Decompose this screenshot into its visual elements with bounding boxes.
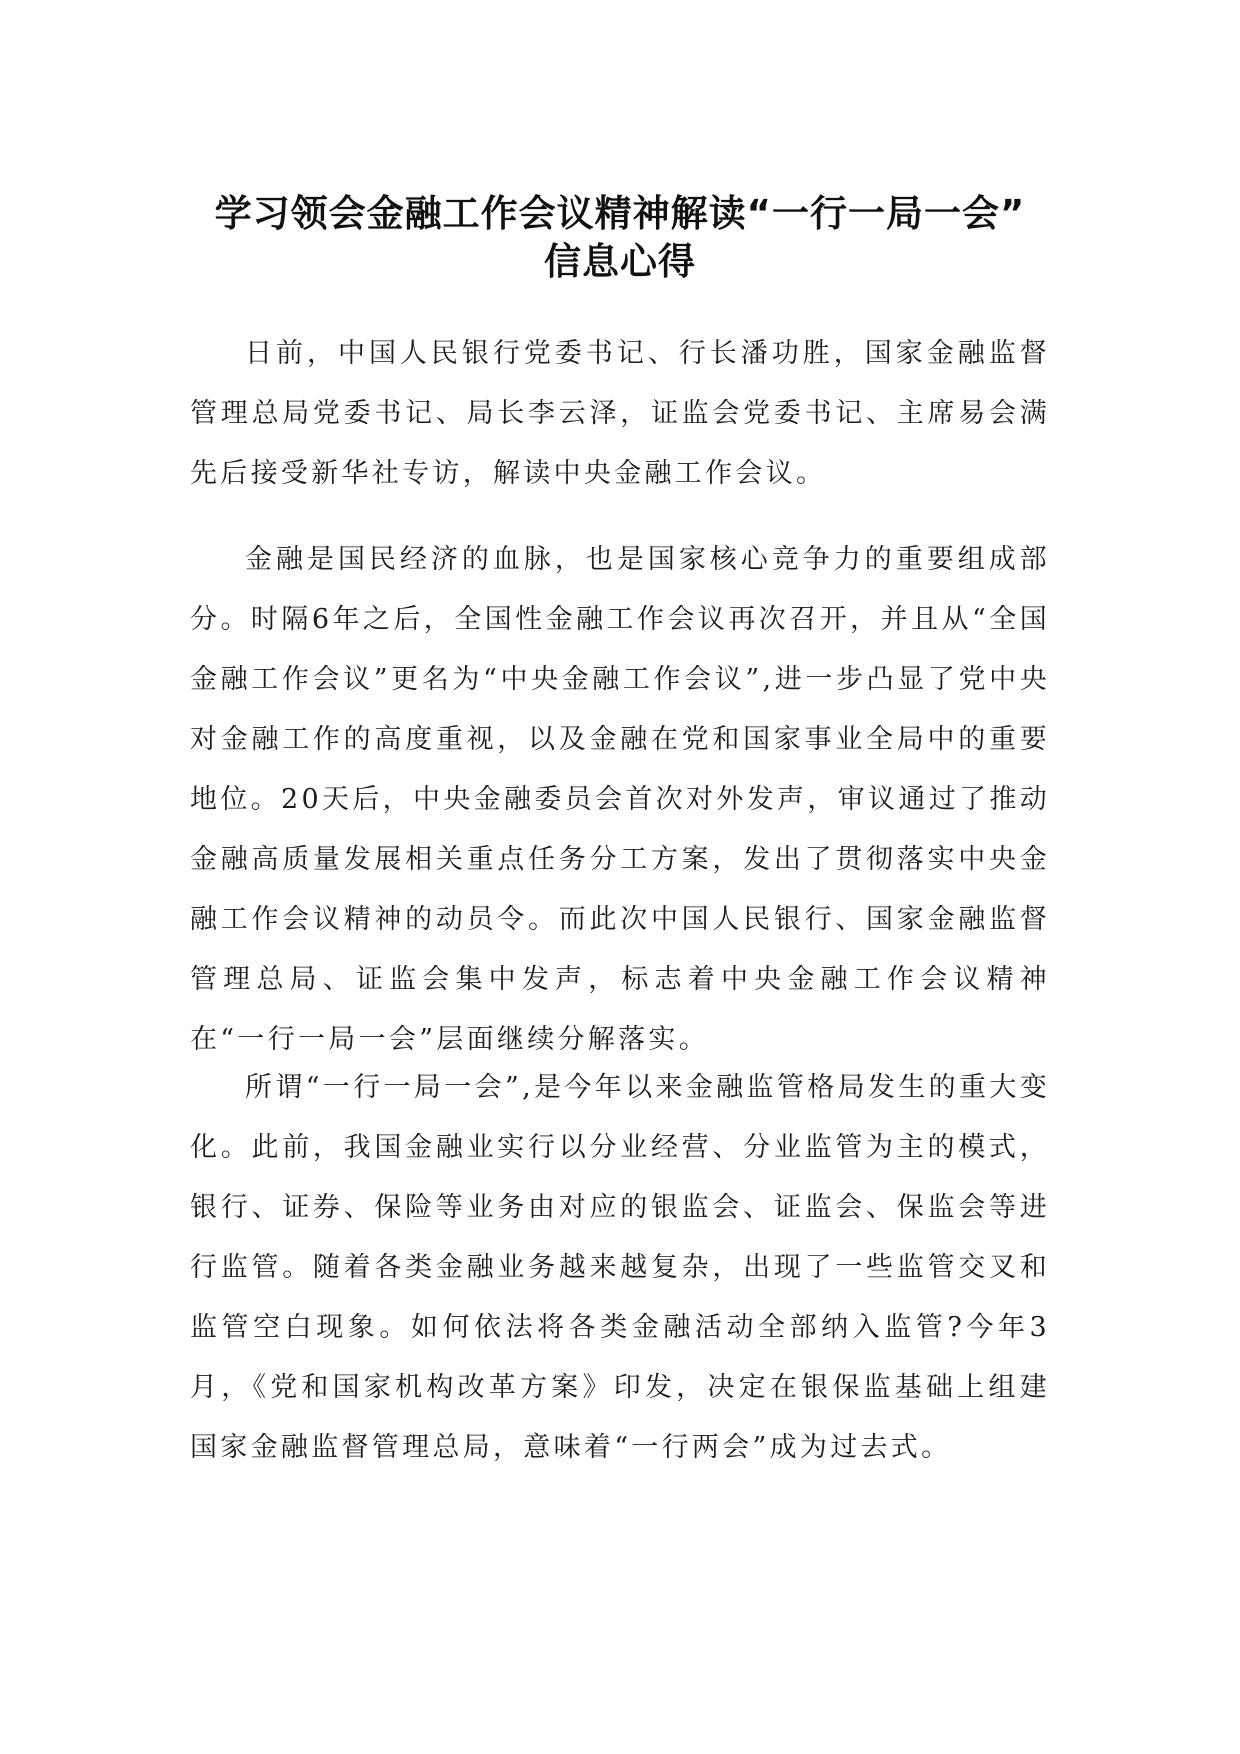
paragraph-3: 所谓“一行一局一会”,是今年以来金融监管格局发生的重大变化。此前，我国金融业实行以分业经营、分业监管为主的模式，银行、证券、保险等业务由对应的银监会、证监会、保监会等进行监管。随着各类金融业务越来越复杂，出现了一些监管交叉和监管空白现象。如何依法将各类金融活动全部纳入监管?今年3月，《党和国家机构改革方案》印发，决定在银保监基础上组建国家金融监督管理总局，意味着“一行两会”成为过去式。	[190, 1072, 1050, 1463]
paragraph-1: 日前，中国人民银行党委书记、行长潘功胜，国家金融监督管理总局党委书记、局长李云泽，证监会党委书记、主席易会满先后接受新华社专访，解读中央金融工作会议。	[190, 338, 1050, 489]
paragraph-2: 金融是国民经济的血脉，也是国家核心竞争力的重要组成部分。时隔6年之后，全国性金融工作会议再次召开，并且从“全国金融工作会议”更名为“中央金融工作会议”,进一步凸显了党中央对金融工作的高度重视，以及金融在党和国家事业全局中的重要地位。20天后，中央金融委员会首次对外发声，审议通过了推动金融高质量发展相关重点任务分工方案，发出了贯彻落实中央金融工作会议精神的动员令。而此次中国人民银行、国家金融监督管理总局、证监会集中发声，标志着中央金融工作会议精神在“一行一局一会”层面继续分解落实。	[190, 544, 1050, 1055]
document-title-line-2: 信息心得	[544, 240, 696, 283]
document-title-line-1: 学习领会金融工作会议精神解读“一行一局一会”	[214, 192, 1026, 235]
